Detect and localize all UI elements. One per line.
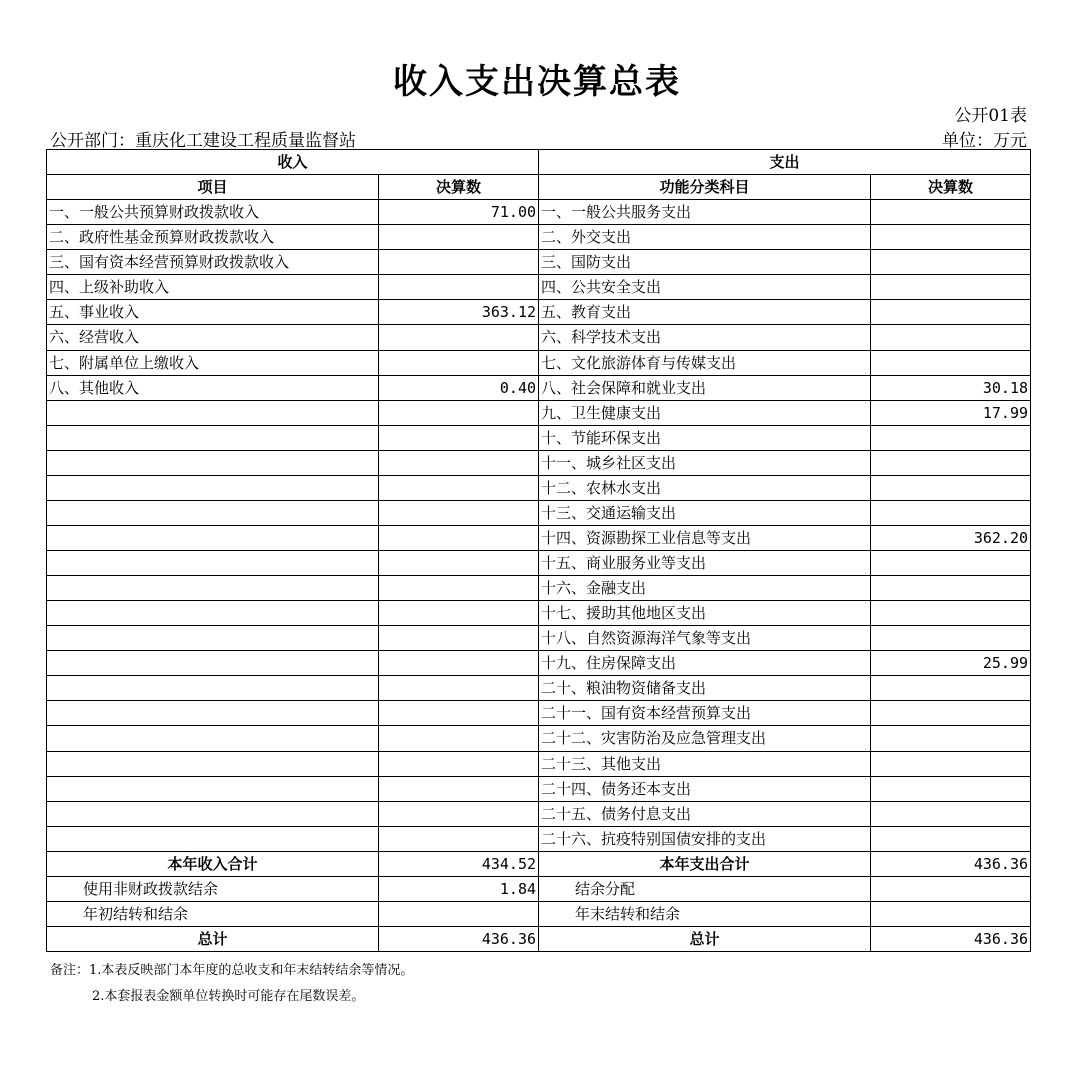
total-expense-label: 总计 xyxy=(539,926,871,951)
table-row xyxy=(47,450,1031,475)
table-row xyxy=(47,651,1031,676)
income-item xyxy=(47,676,379,701)
expense-header: 支出 xyxy=(539,150,1031,175)
income-amount: 71.00 xyxy=(379,200,539,225)
income-amount xyxy=(379,776,539,801)
expense-item: 二十二、灾害防治及应急管理支出 xyxy=(539,726,871,751)
income-item: 八、其他收入 xyxy=(47,375,379,400)
expense-amount: 30.18 xyxy=(871,375,1031,400)
expense-amount xyxy=(871,826,1031,851)
income-amount xyxy=(379,651,539,676)
note-1: 备注：1.本表反映部门本年度的总收支和年末结转结余等情况。 xyxy=(50,963,414,978)
expense-amount xyxy=(871,626,1031,651)
income-amount xyxy=(379,576,539,601)
year-total-row xyxy=(47,851,1031,876)
col-item-header: 项目 xyxy=(47,175,379,200)
income-item xyxy=(47,776,379,801)
income-item xyxy=(47,751,379,776)
begin-carryover-label: 年初结转和结余 xyxy=(47,901,379,926)
section-header-row xyxy=(47,150,1031,175)
income-item xyxy=(47,400,379,425)
expense-amount xyxy=(871,275,1031,300)
table-row xyxy=(47,801,1031,826)
expense-item: 二十三、其他支出 xyxy=(539,751,871,776)
income-amount: 363.12 xyxy=(379,300,539,325)
total-income-value: 436.36 xyxy=(379,926,539,951)
expense-item: 十五、商业服务业等支出 xyxy=(539,551,871,576)
expense-amount xyxy=(871,350,1031,375)
table-row xyxy=(47,225,1031,250)
expense-amount xyxy=(871,551,1031,576)
table-row xyxy=(47,601,1031,626)
income-item xyxy=(47,500,379,525)
income-amount xyxy=(379,701,539,726)
expense-item: 十九、住房保障支出 xyxy=(539,651,871,676)
expense-item: 一、一般公共服务支出 xyxy=(539,200,871,225)
expense-item: 二十六、抗疫特别国债安排的支出 xyxy=(539,826,871,851)
table-row xyxy=(47,551,1031,576)
income-amount xyxy=(379,726,539,751)
expense-item: 十、节能环保支出 xyxy=(539,425,871,450)
surplus-alloc-label: 结余分配 xyxy=(539,876,871,901)
table-row xyxy=(47,676,1031,701)
expense-amount xyxy=(871,676,1031,701)
income-item: 六、经营收入 xyxy=(47,325,379,350)
income-amount xyxy=(379,601,539,626)
expense-item: 七、文化旅游体育与传媒支出 xyxy=(539,350,871,375)
expense-amount xyxy=(871,300,1031,325)
income-item xyxy=(47,726,379,751)
expense-item: 九、卫生健康支出 xyxy=(539,400,871,425)
column-header-row xyxy=(47,175,1031,200)
expense-item: 二十五、债务付息支出 xyxy=(539,801,871,826)
budget-table xyxy=(46,149,1031,952)
expense-amount xyxy=(871,801,1031,826)
table-row xyxy=(47,375,1031,400)
expense-item: 十七、援助其他地区支出 xyxy=(539,601,871,626)
nonfiscal-value: 1.84 xyxy=(379,876,539,901)
expense-item: 十八、自然资源海洋气象等支出 xyxy=(539,626,871,651)
col-amount2-header: 决算数 xyxy=(871,175,1031,200)
end-carryover-label: 年末结转和结余 xyxy=(539,901,871,926)
table-row xyxy=(47,826,1031,851)
table-row xyxy=(47,525,1031,550)
income-amount xyxy=(379,325,539,350)
unit-label: 单位：万元 xyxy=(942,131,1027,151)
expense-item: 八、社会保障和就业支出 xyxy=(539,375,871,400)
income-item xyxy=(47,701,379,726)
table-row xyxy=(47,350,1031,375)
income-amount xyxy=(379,626,539,651)
income-item xyxy=(47,525,379,550)
year-income-label: 本年收入合计 xyxy=(47,851,379,876)
table-row xyxy=(47,576,1031,601)
income-amount xyxy=(379,826,539,851)
income-item xyxy=(47,651,379,676)
income-item: 四、上级补助收入 xyxy=(47,275,379,300)
department-label: 公开部门：重庆化工建设工程质量监督站 xyxy=(50,131,356,151)
income-amount xyxy=(379,275,539,300)
year-expense-label: 本年支出合计 xyxy=(539,851,871,876)
expense-item: 十一、城乡社区支出 xyxy=(539,450,871,475)
income-amount xyxy=(379,500,539,525)
income-item xyxy=(47,551,379,576)
income-amount xyxy=(379,400,539,425)
income-item xyxy=(47,450,379,475)
table-row xyxy=(47,325,1031,350)
expense-amount xyxy=(871,200,1031,225)
table-row xyxy=(47,776,1031,801)
table-row xyxy=(47,475,1031,500)
income-amount xyxy=(379,801,539,826)
expense-item: 五、教育支出 xyxy=(539,300,871,325)
income-item: 二、政府性基金预算财政拨款收入 xyxy=(47,225,379,250)
expense-amount xyxy=(871,726,1031,751)
income-amount xyxy=(379,475,539,500)
income-header: 收入 xyxy=(47,150,539,175)
nonfiscal-label: 使用非财政拨款结余 xyxy=(47,876,379,901)
expense-amount xyxy=(871,751,1031,776)
expense-amount xyxy=(871,425,1031,450)
income-amount xyxy=(379,425,539,450)
income-amount xyxy=(379,751,539,776)
income-item xyxy=(47,826,379,851)
expense-item: 十二、农林水支出 xyxy=(539,475,871,500)
year-expense-value: 436.36 xyxy=(871,851,1031,876)
col-func-header: 功能分类科目 xyxy=(539,175,871,200)
table-row xyxy=(47,400,1031,425)
expense-amount xyxy=(871,500,1031,525)
expense-amount xyxy=(871,325,1031,350)
table-row xyxy=(47,626,1031,651)
total-income-label: 总计 xyxy=(47,926,379,951)
income-amount xyxy=(379,350,539,375)
income-item xyxy=(47,425,379,450)
carryover-row xyxy=(47,901,1031,926)
expense-item: 二、外交支出 xyxy=(539,225,871,250)
income-amount xyxy=(379,450,539,475)
expense-item: 十四、资源勘探工业信息等支出 xyxy=(539,525,871,550)
expense-item: 二十一、国有资本经营预算支出 xyxy=(539,701,871,726)
expense-amount: 25.99 xyxy=(871,651,1031,676)
income-item: 七、附属单位上缴收入 xyxy=(47,350,379,375)
table-row xyxy=(47,275,1031,300)
income-item xyxy=(47,801,379,826)
income-amount: 0.40 xyxy=(379,375,539,400)
surplus-alloc-value xyxy=(871,876,1031,901)
table-row xyxy=(47,751,1031,776)
expense-item: 十六、金融支出 xyxy=(539,576,871,601)
income-item: 五、事业收入 xyxy=(47,300,379,325)
table-row xyxy=(47,726,1031,751)
table-row xyxy=(47,300,1031,325)
col-amount-header: 决算数 xyxy=(379,175,539,200)
form-number: 公开01表 xyxy=(954,106,1027,126)
expense-amount xyxy=(871,576,1031,601)
income-item xyxy=(47,601,379,626)
income-item xyxy=(47,576,379,601)
income-item xyxy=(47,475,379,500)
income-amount xyxy=(379,250,539,275)
income-amount xyxy=(379,225,539,250)
expense-amount xyxy=(871,475,1031,500)
total-expense-value: 436.36 xyxy=(871,926,1031,951)
expense-amount xyxy=(871,250,1031,275)
table-row xyxy=(47,701,1031,726)
income-amount xyxy=(379,551,539,576)
income-amount xyxy=(379,676,539,701)
begin-carryover-value xyxy=(379,901,539,926)
expense-amount xyxy=(871,701,1031,726)
expense-item: 四、公共安全支出 xyxy=(539,275,871,300)
expense-item: 六、科学技术支出 xyxy=(539,325,871,350)
nonfiscal-row xyxy=(47,876,1031,901)
notes xyxy=(50,958,413,1010)
end-carryover-value xyxy=(871,901,1031,926)
expense-item: 二十、粮油物资储备支出 xyxy=(539,676,871,701)
page-title: 收入支出决算总表 xyxy=(393,62,681,102)
income-item xyxy=(47,626,379,651)
year-income-value: 434.52 xyxy=(379,851,539,876)
expense-amount xyxy=(871,776,1031,801)
note-2: 2.本套报表金额单位转换时可能存在尾数误差。 xyxy=(92,989,365,1004)
expense-amount: 17.99 xyxy=(871,400,1031,425)
table-row xyxy=(47,250,1031,275)
income-amount xyxy=(379,525,539,550)
grand-total-row xyxy=(47,926,1031,951)
expense-amount xyxy=(871,601,1031,626)
table-row xyxy=(47,200,1031,225)
expense-item: 三、国防支出 xyxy=(539,250,871,275)
expense-amount: 362.20 xyxy=(871,525,1031,550)
expense-amount xyxy=(871,450,1031,475)
expense-item: 十三、交通运输支出 xyxy=(539,500,871,525)
expense-item: 二十四、债务还本支出 xyxy=(539,776,871,801)
table-row xyxy=(47,500,1031,525)
expense-amount xyxy=(871,225,1031,250)
income-item: 一、一般公共预算财政拨款收入 xyxy=(47,200,379,225)
table-row xyxy=(47,425,1031,450)
income-item: 三、国有资本经营预算财政拨款收入 xyxy=(47,250,379,275)
